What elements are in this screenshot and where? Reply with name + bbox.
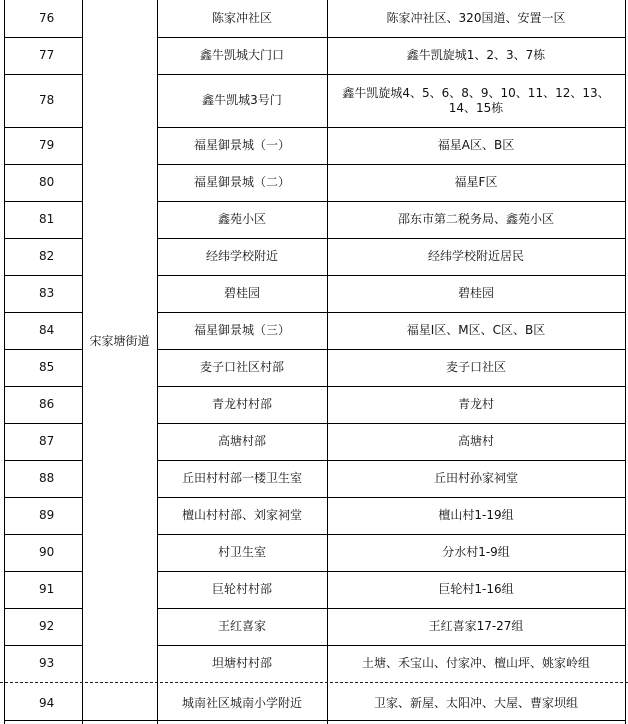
grid-hline bbox=[4, 423, 82, 424]
grid-hline bbox=[157, 571, 626, 572]
site-name: 鑫牛凯城大门口 bbox=[199, 48, 284, 62]
grid-hline bbox=[157, 312, 626, 313]
coverage-area: 丘田村孙家祠堂 bbox=[433, 471, 518, 485]
grid-vline bbox=[82, 0, 83, 724]
coverage-area: 陈家冲社区、320国道、安置一区 bbox=[386, 11, 566, 25]
coverage-area: 檀山村1-19组 bbox=[438, 508, 514, 522]
grid-vline bbox=[157, 0, 158, 724]
row-number: 90 bbox=[39, 545, 55, 559]
row-number: 83 bbox=[39, 286, 55, 300]
row-number: 77 bbox=[39, 48, 55, 62]
grid-hline bbox=[4, 37, 82, 38]
grid-hline bbox=[4, 349, 82, 350]
grid-hline bbox=[4, 460, 82, 461]
coverage-area: 福星I区、M区、C区、B区 bbox=[406, 323, 546, 337]
row-number: 78 bbox=[39, 93, 55, 107]
grid-hline bbox=[157, 349, 626, 350]
row-number: 80 bbox=[39, 175, 55, 189]
coverage-area: 福星A区、B区 bbox=[437, 138, 515, 152]
grid-hline bbox=[4, 74, 82, 75]
grid-hline bbox=[4, 275, 82, 276]
site-name: 碧桂园 bbox=[223, 286, 260, 300]
grid-hline bbox=[157, 238, 626, 239]
grid-hline bbox=[4, 497, 82, 498]
site-name: 城南社区城南小学附近 bbox=[181, 695, 302, 710]
site-name: 福星御景城（一） bbox=[193, 138, 290, 152]
grid-hline bbox=[157, 423, 626, 424]
grid-hline bbox=[157, 608, 626, 609]
coverage-area: 福星F区 bbox=[454, 175, 498, 189]
grid-hline bbox=[157, 645, 626, 646]
site-name: 高塘村部 bbox=[217, 434, 266, 448]
row-number: 94 bbox=[39, 695, 55, 710]
site-name: 鑫牛凯城3号门 bbox=[202, 93, 282, 107]
page-break-line bbox=[0, 682, 628, 683]
grid-hline bbox=[4, 127, 82, 128]
grid-hline bbox=[4, 608, 82, 609]
site-name: 檀山村村部、刘家祠堂 bbox=[181, 508, 302, 522]
grid-hline bbox=[4, 386, 82, 387]
grid-vline bbox=[4, 0, 5, 724]
coverage-area: 碧桂园 bbox=[457, 286, 494, 300]
coverage-area: 土塘、禾宝山、付家冲、檀山坪、姚家岭组 bbox=[361, 656, 590, 670]
row-number: 86 bbox=[39, 397, 55, 411]
grid-hline bbox=[157, 534, 626, 535]
site-name: 坦塘村村部 bbox=[211, 656, 272, 670]
site-name: 王红喜家 bbox=[217, 619, 266, 633]
grid-hline bbox=[4, 645, 82, 646]
grid-hline bbox=[157, 275, 626, 276]
grid-hline bbox=[157, 37, 626, 38]
row-number: 81 bbox=[39, 212, 55, 226]
coverage-area: 经纬学校附近居民 bbox=[427, 249, 524, 263]
grid-vline bbox=[327, 0, 328, 724]
coverage-area: 鑫牛凯旋城1、2、3、7栋 bbox=[406, 48, 546, 62]
site-name: 福星御景城（三） bbox=[193, 323, 290, 337]
site-name: 丘田村村部一楼卫生室 bbox=[181, 471, 302, 485]
grid-hline bbox=[157, 74, 626, 75]
site-name: 陈家冲社区 bbox=[211, 11, 272, 25]
grid-hline bbox=[4, 720, 626, 721]
grid-hline bbox=[4, 534, 82, 535]
row-number: 89 bbox=[39, 508, 55, 522]
site-name: 青龙村村部 bbox=[211, 397, 272, 411]
grid-hline bbox=[4, 312, 82, 313]
site-name: 经纬学校附近 bbox=[205, 249, 278, 263]
coverage-area: 邵东市第二税务局、鑫苑小区 bbox=[397, 212, 554, 226]
grid-hline bbox=[157, 164, 626, 165]
grid-hline bbox=[157, 460, 626, 461]
coverage-area: 卫家、新屋、太阳冲、大屋、曹家坝组 bbox=[373, 695, 578, 710]
grid-hline bbox=[157, 127, 626, 128]
coverage-area: 鑫牛凯旋城4、5、6、8、9、10、11、12、13、14、15栋 bbox=[342, 85, 610, 115]
grid-hline bbox=[4, 238, 82, 239]
row-number: 87 bbox=[39, 434, 55, 448]
row-number: 76 bbox=[39, 11, 55, 25]
row-number: 85 bbox=[39, 360, 55, 374]
grid-hline bbox=[157, 201, 626, 202]
coverage-area: 巨轮村1-16组 bbox=[438, 582, 514, 596]
row-number: 82 bbox=[39, 249, 55, 263]
street-cell: 宋家塘街道 bbox=[89, 333, 150, 348]
grid-hline bbox=[4, 164, 82, 165]
row-number: 88 bbox=[39, 471, 55, 485]
row-number: 84 bbox=[39, 323, 55, 337]
row-number: 79 bbox=[39, 138, 55, 152]
site-name: 麦子口社区村部 bbox=[199, 360, 284, 374]
grid-hline bbox=[157, 386, 626, 387]
grid-hline bbox=[157, 497, 626, 498]
site-name: 村卫生室 bbox=[217, 545, 266, 559]
grid-hline bbox=[4, 571, 82, 572]
site-name: 巨轮村村部 bbox=[211, 582, 272, 596]
site-name: 福星御景城（二） bbox=[193, 175, 290, 189]
grid-hline bbox=[4, 201, 82, 202]
site-name: 鑫苑小区 bbox=[217, 212, 266, 226]
grid-vline bbox=[625, 0, 626, 724]
coverage-area: 青龙村 bbox=[457, 397, 494, 411]
coverage-area: 分水村1-9组 bbox=[442, 545, 510, 559]
coverage-area: 高塘村 bbox=[457, 434, 494, 448]
row-number: 92 bbox=[39, 619, 55, 633]
coverage-area: 王红喜家17-27组 bbox=[428, 619, 524, 633]
coverage-area: 麦子口社区 bbox=[445, 360, 506, 374]
row-number: 91 bbox=[39, 582, 55, 596]
row-number: 93 bbox=[39, 656, 55, 670]
